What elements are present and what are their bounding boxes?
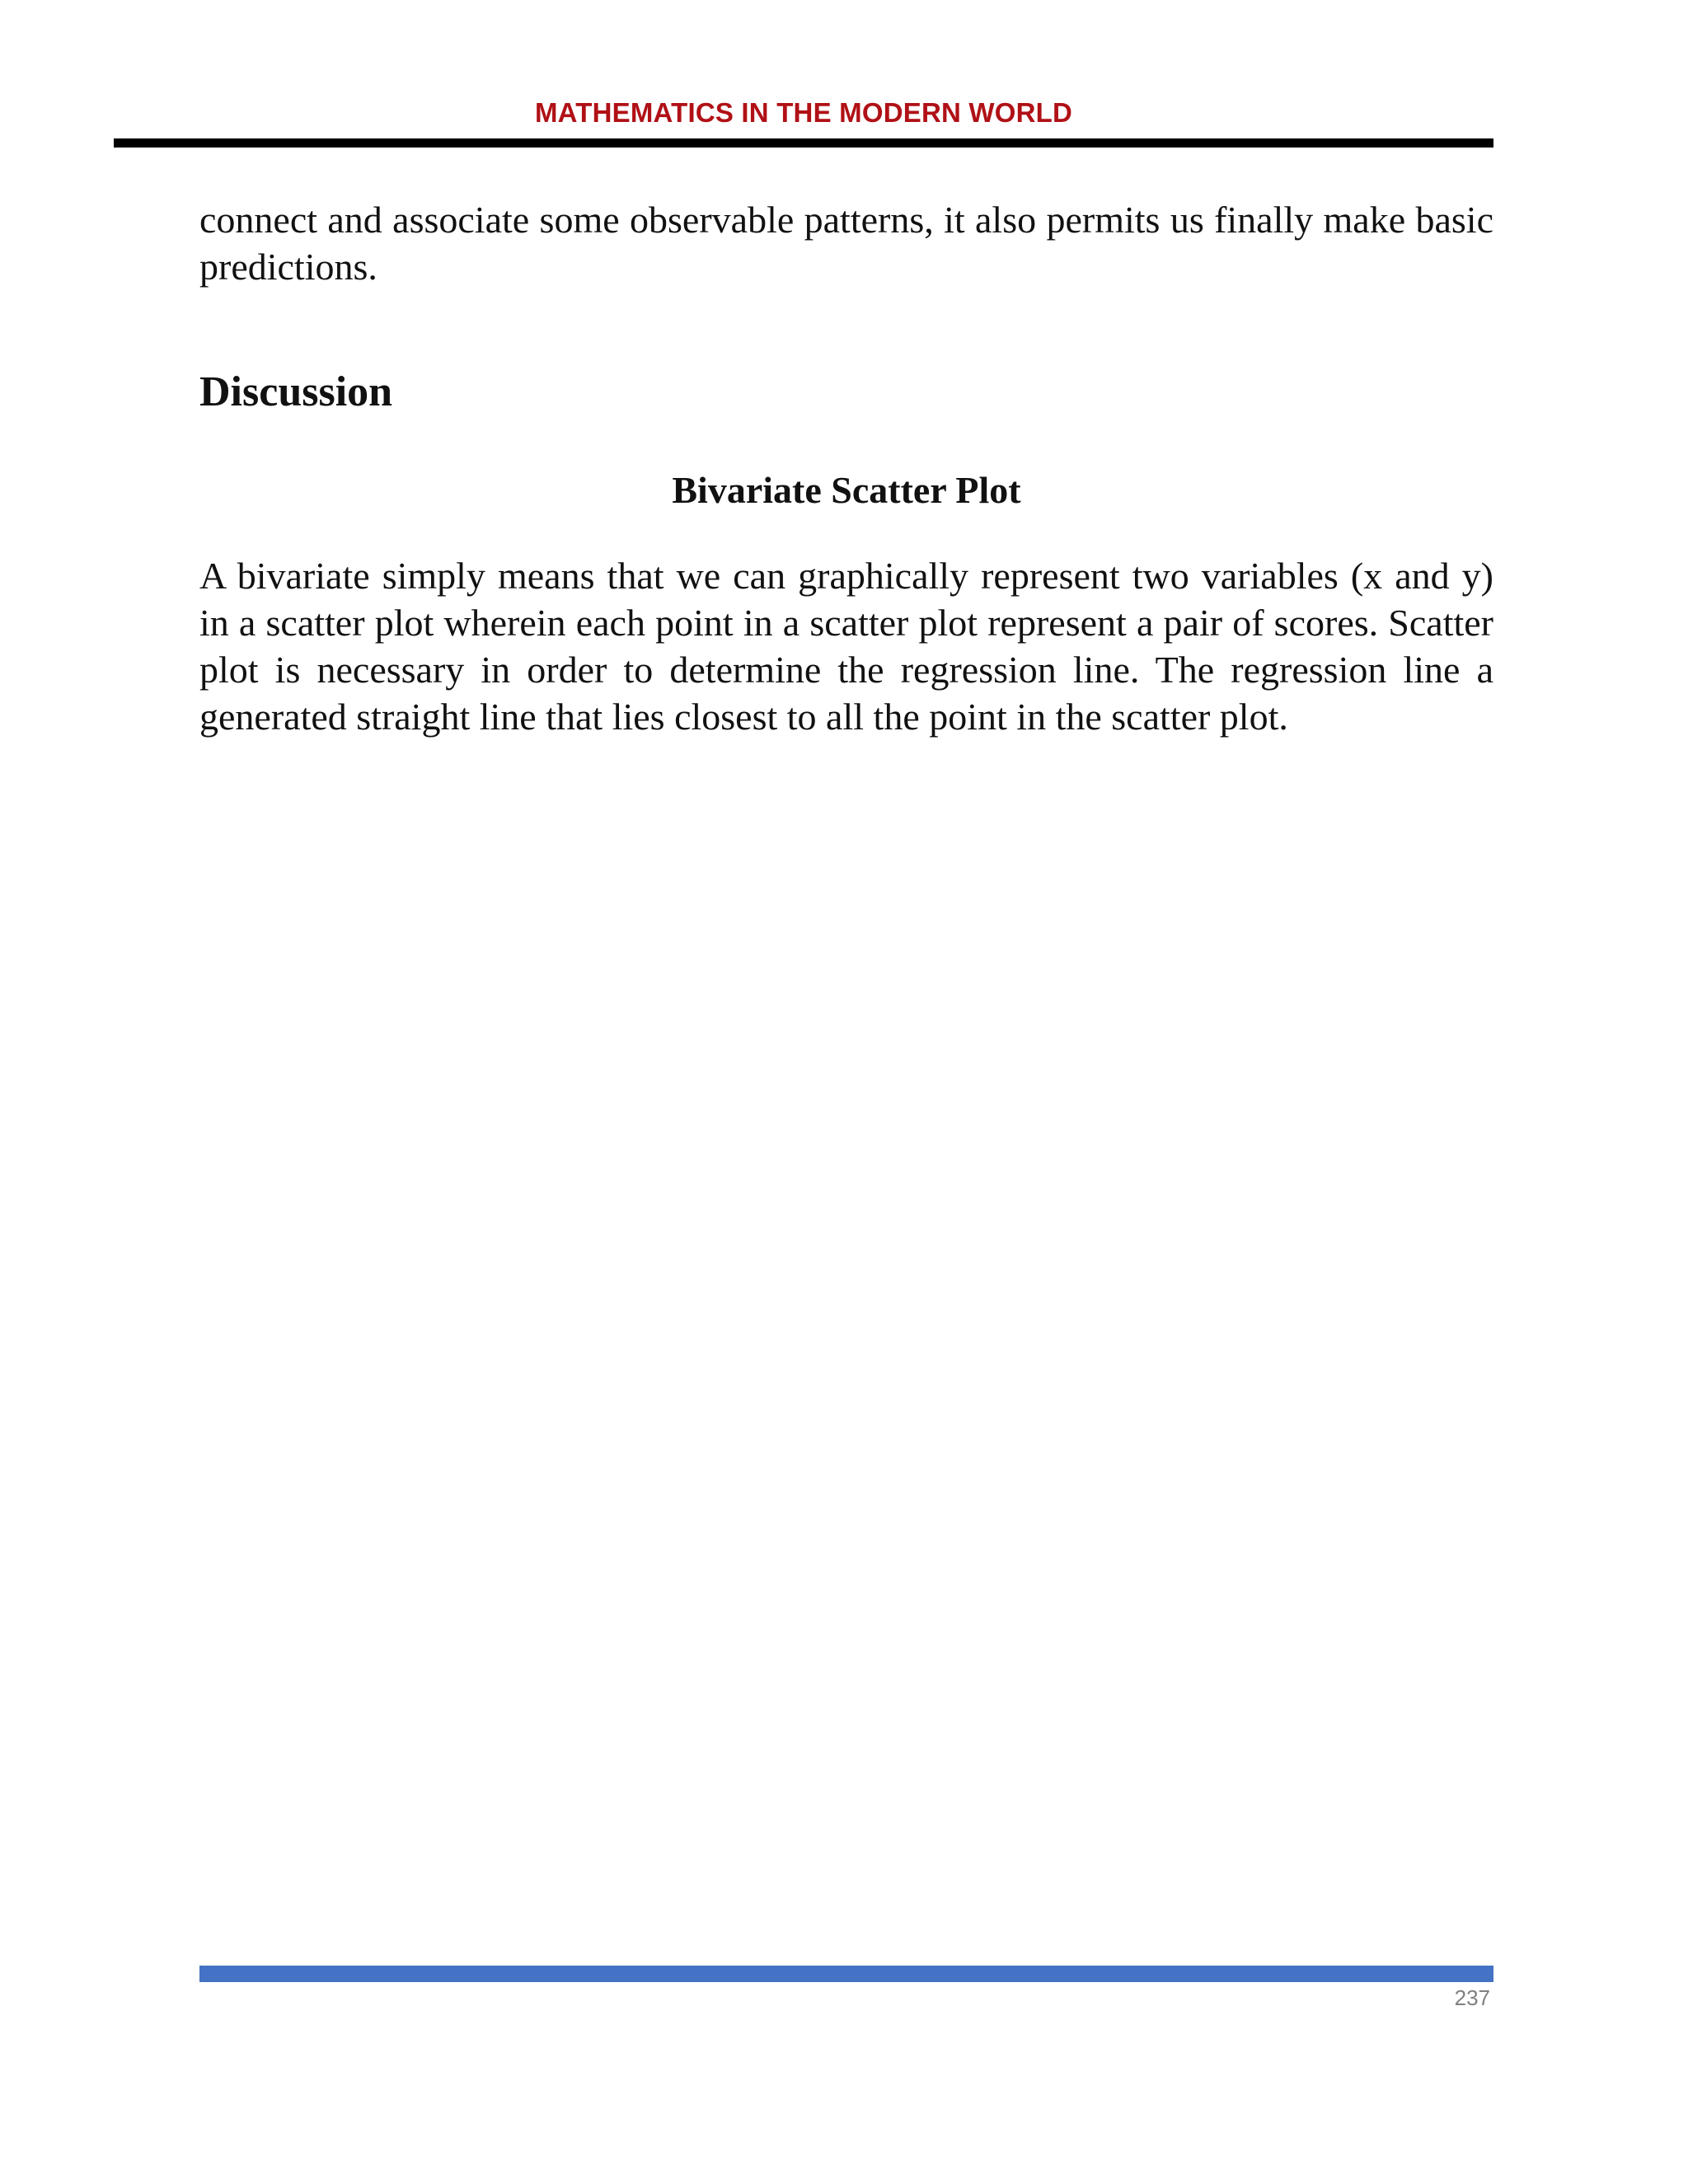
section-heading: Discussion — [199, 368, 393, 415]
header-rule — [114, 138, 1493, 148]
footer-rule — [199, 1966, 1493, 1982]
page-content — [199, 196, 1493, 738]
subsection-heading: Bivariate Scatter Plot — [672, 469, 1021, 511]
body-paragraph: A bivariate simply means that we can graphically represent two variables (x and y) in a scatter plot wherein each point in a scatter plot represent a pair of scores. Scatter plot is necessary in order to determine the regression line. The regression line a generated straight line that lies closest to all the point in the scatter plot. — [199, 555, 1493, 738]
continuation-paragraph: connect and associate some observable patterns, it also permits us finally make basic predictions. — [199, 199, 1493, 288]
page-number: 237 — [1454, 1985, 1490, 2010]
running-header: MATHEMATICS IN THE MODERN WORLD — [534, 97, 1073, 128]
